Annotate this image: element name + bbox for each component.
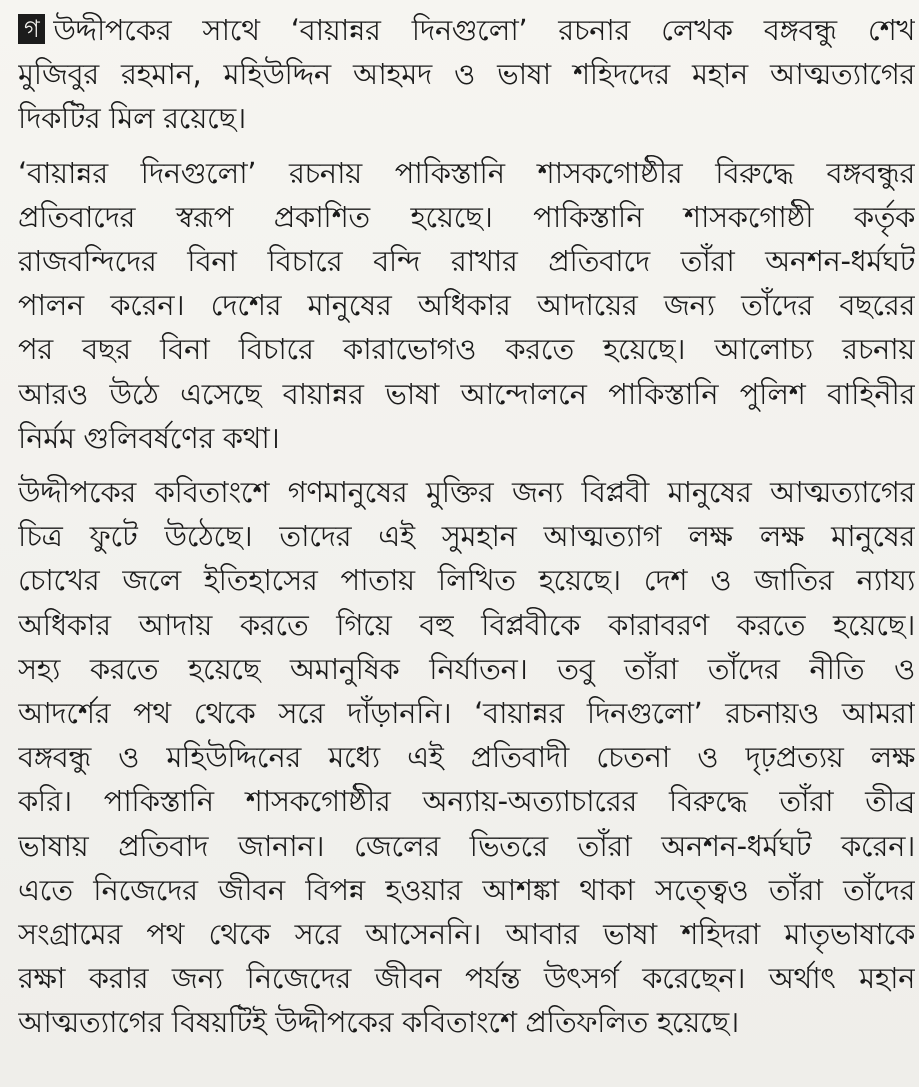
text-line	[18, 8, 915, 52]
text-line: মুজিবুর রহমান, মহিউদ্দিন আহমদ ও ভাষা শহিদদের মহান আত্মত্যাগের	[18, 57, 915, 92]
text-line: বঙ্গবন্ধু ও মহিউদ্দিনের মধ্যে এই প্রতিবাদী চেতনা ও দৃঢ়প্রত্যয় লক্ষ	[18, 740, 915, 775]
text-line-content: উদ্দীপকের সাথে ‘বায়ান্নর দিনগুলো’ রচনার লেখক বঙ্গবন্ধু শেখ	[53, 13, 915, 47]
text-line: রক্ষা করার জন্য নিজেদের জীবন পর্যন্ত উৎসর্গ করেছেন। অর্থাৎ মহান	[18, 961, 915, 996]
text-line: সংগ্রামের পথ থেকে সরে আসেননি। আবার ভাষা শহিদরা মাতৃভাষাকে	[18, 917, 915, 952]
text-line: চিত্র ফুটে উঠেছে। তাদের এই সুমহান আত্মত্যাগ লক্ষ লক্ষ মানুষের	[18, 519, 915, 554]
text-line: করি। পাকিস্তানি শাসকগোষ্ঠীর অন্যায়-অত্যাচারের বিরুদ্ধে তাঁরা তীব্র	[18, 784, 915, 819]
paragraph-3	[18, 470, 915, 1045]
text-line: পালন করেন। দেশের মানুষের অধিকার আদায়ের জন্য তাঁদের বছরের	[18, 288, 915, 323]
text-line: রাজবন্দিদের বিনা বিচারে বন্দি রাখার প্রতিবাদে তাঁরা অনশন-ধর্মঘট	[18, 244, 915, 279]
text-line: আদর্শের পথ থেকে সরে দাঁড়াননি। ‘বায়ান্নর দিনগুলো’ রচনায়ও আমরা	[18, 696, 915, 731]
text-line: ‘বায়ান্নর দিনগুলো’ রচনায় পাকিস্তানি শাসকগোষ্ঠীর বিরুদ্ধে বঙ্গবন্ধুর	[18, 155, 915, 190]
text-line: এতে নিজেদের জীবন বিপন্ন হওয়ার আশঙ্কা থাকা সত্ত্বেও তাঁরা তাঁদের	[18, 872, 915, 907]
text-line: দিকটির মিল রয়েছে।	[18, 101, 246, 136]
text-line: পর বছর বিনা বিচারে কারাভোগও করতে হয়েছে। আলোচ্য রচনায়	[18, 332, 915, 367]
text-line: আত্মত্যাগের বিষয়টিই উদ্দীপকের কবিতাংশে প্রতিফলিত হয়েছে।	[18, 1005, 739, 1040]
text-line: প্রতিবাদের স্বরূপ প্রকাশিত হয়েছে। পাকিস্তানি শাসকগোষ্ঠী কর্তৃক	[18, 199, 915, 234]
text-line: উদ্দীপকের কবিতাংশে গণমানুষের মুক্তির জন্য বিপ্লবী মানুষের আত্মত্যাগের	[18, 475, 915, 510]
paragraph-2	[18, 151, 915, 460]
paragraph-1	[18, 8, 915, 141]
text-line: আরও উঠে এসেছে বায়ান্নর ভাষা আন্দোলনে পাকিস্তানি পুলিশ বাহিনীর	[18, 376, 915, 411]
text-line: অধিকার আদায় করতে গিয়ে বহু বিপ্লবীকে কারাবরণ করতে হয়েছে।	[18, 607, 915, 642]
text-line: চোখের জলে ইতিহাসের পাতায় লিখিত হয়েছে। দেশ ও জাতির ন্যায্য	[18, 563, 915, 598]
text-line: নির্মম গুলিবর্ষণের কথা।	[18, 420, 280, 455]
question-part-badge: গ	[18, 14, 45, 44]
text-line: ভাষায় প্রতিবাদ জানান। জেলের ভিতরে তাঁরা অনশন-ধর্মঘট করেন।	[18, 828, 915, 863]
text-line: সহ্য করতে হয়েছে অমানুষিক নির্যাতন। তবু তাঁরা তাঁদের নীতি ও	[18, 651, 915, 686]
